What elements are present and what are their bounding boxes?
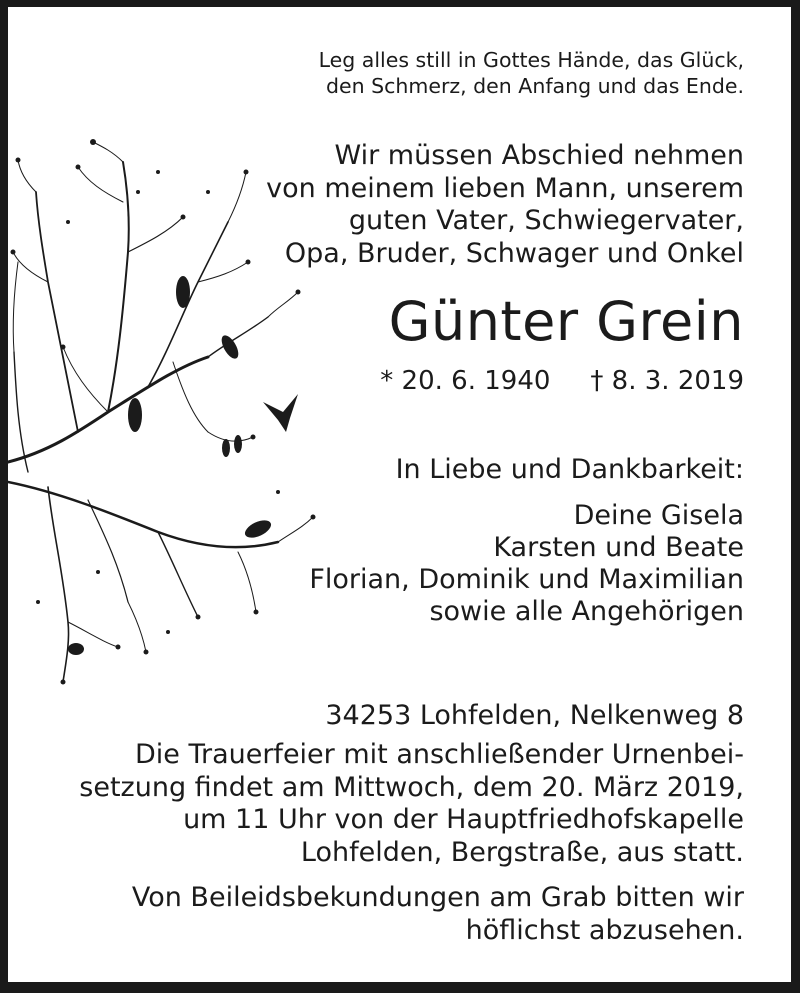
announcement-text — [266, 140, 744, 270]
announcement-line: Wir müssen Abschied nehmen — [334, 140, 744, 171]
mourner-entry: Deine Gisela — [573, 500, 744, 531]
service-line: setzung findet am Mittwoch, dem 20. März 2019, — [79, 771, 744, 803]
family-address: 34253 Lohfelden, Nelkenweg 8 — [325, 700, 744, 731]
service-line: Lohfelden, Bergstraße, aus statt. — [300, 836, 744, 868]
service-line: um 11 Uhr von der Hauptfriedhofskapelle — [183, 804, 744, 835]
funeral-service-details — [79, 739, 744, 869]
service-line: Die Trauerfeier mit anschließender Urnenbei- — [134, 739, 744, 770]
mourner-entry: sowie alle Angehörigen — [429, 596, 744, 627]
obituary-notice — [8, 7, 791, 982]
mourner-entry: Karsten und Beate — [493, 532, 744, 563]
announcement-line: von meinem lieben Mann, unserem — [266, 172, 744, 204]
death-date: † 8. 3. 2019 — [590, 366, 744, 396]
gratitude-line: In Liebe und Dankbarkeit: — [395, 454, 744, 485]
mourners-list — [309, 500, 744, 628]
verse — [319, 47, 744, 99]
closing-line: Von Beileidsbekundungen am Grab bitten wir — [131, 882, 744, 913]
birth-date: * 20. 6. 1940 — [380, 366, 551, 396]
deceased-name: Günter Grein — [388, 290, 744, 353]
closing-line: höflichst abzusehen. — [465, 914, 744, 946]
announcement-line: guten Vater, Schwiegervater, — [348, 205, 744, 236]
mourner-entry: Florian, Dominik und Maximilian — [309, 564, 744, 595]
condolence-request — [132, 882, 744, 947]
verse-line: den Schmerz, den Anfang und das Ende. — [325, 74, 744, 98]
verse-line: Leg alles still in Gottes Hände, das Glück, — [318, 48, 744, 72]
life-dates — [380, 364, 744, 398]
announcement-line: Opa, Bruder, Schwager und Onkel — [284, 237, 744, 269]
